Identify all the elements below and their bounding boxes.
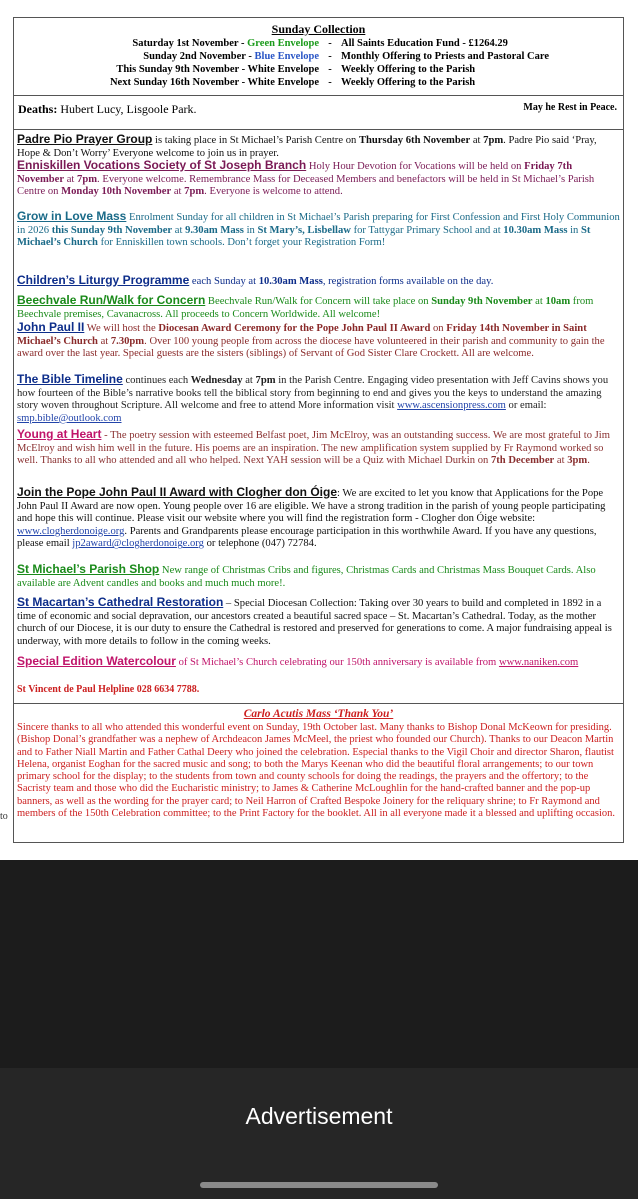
award-email-link[interactable]: jp2award@clogherdonoige.org [72,538,204,550]
collection-row: Next Sunday 16th November - White Envelope - Weekly Offering to the Parish [109,77,476,88]
notice-childrens-liturgy: Children’s Liturgy Programme each Sunday at 10.30am Mass, registration forms available on the day. [17,273,494,287]
deaths-text: Hubert Lucy, Lisgoole Park. [60,102,197,116]
notice-beechvale: Beechvale Run/Walk for Concern Beechvale Run/Walk for Concern will take place on Sunday 9th November at 10am from Beechvale premises, Cavanacross. All proceeds to Concern Worldwide. All welcome! [17,293,594,320]
collection-row: Saturday 1st November - Green Envelope - All Saints Education Fund - £1264.29 [132,38,508,49]
notice-jp2-award: Join the Pope John Paul II Award with Clogher don Óige: We are excited to let you know that Applications for the Pope John Paul II Award are now open. Young people over 16 are eligible. We have a strong tradition in the parish of young people participating and hope this will continue. Please visit our website where you will find the registration form - Clogher don Óige website: www.clogherdonoige.org. Parents and Grandparents please encourage participation in this worthwhile Award. If you have any questions, please email jp2award@clogherdonoige.org or telephone (047) 72784. [17,485,606,550]
thank-you-body: Sincere thanks to all who attended this wonderful event on Sunday, 19th October last. Many thanks to Bishop Donal McKeown for presiding. (Bishop Donal’s grandfather was a nephew of Archdeacon James McMeel, the priest who founded our Church). Thanks to our Deacon Martin and to Father Niall Martin and Father Cathal Deery who joined the celebration. Especial thanks to the Vigil Choir and director Sharon, flautist Helena, organist Eoghan for the sacred music and song; to both the Marys Keenan who did the beautiful floral arrangements; to our town primary school for the display; to the students from town and county schools for doing the readings, the prayers and the offertory; to the Sacristy team and those who did the Eucharistic ministry; to James & Catherine McLoughlin for the hand-crafted banner and the pop-up banners, as well as the wording for the prayer card; to Neil Harron of Crafted Bespoke Joinery for the reliquary shrine; to Fr Raymond and members of the 150th Celebration committee; to the Print Factory for the booklet. All in all everyone made it a blessed and uplifting occasion. [17,722,616,820]
home-indicator-bar[interactable] [200,1182,438,1188]
notice-svdp: St Vincent de Paul Helpline 028 6634 7788. [17,684,200,695]
notice-young-at-heart: Young at Heart - The poetry session with esteemed Belfast poet, Jim McElroy, was an outstanding success. We are most grateful to Jim McElroy and wish him well in the future. His poems are an inspiration. The new amplification system supplied by Fr Raymond worked so well. Thanks to all who attended and all who helped. Next YAH session will be a Quiz with Michael Durkin on 7th December at 3pm. [17,427,610,467]
thank-you-section [14,704,623,844]
notice-grow-in-love: Grow in Love Mass Enrolment Sunday for all children in St Michael’s Parish preparing for First Confession and First Holy Communion in 2026 this Sunday 9th November at 9.30am Mass in St Mary’s, Lisbellaw for Tattygar Primary School and at 10.30am Mass in St Michael’s Church for Enniskillen town schools. Don’t forget your Registration Form! [17,209,620,249]
sunday-collection-section [14,18,623,96]
notice-vocations: Enniskillen Vocations Society of St Joseph Branch Holy Hour Devotion for Vocations will be held on Friday 7th November at 7pm. Everyone welcome. Remembrance Mass for Deceased Members and benefactors will be held in St Michael’s Parish Centre on Monday 10th November at 7pm. Everyone is welcome to attend. [17,158,595,198]
margin-mark: to [0,811,8,822]
naniken-link[interactable]: www.naniken.com [498,657,579,668]
blue-envelope: Blue Envelope [254,51,319,62]
notice-john-paul-ii: John Paul II We will host the Diocesan Award Ceremony for the Pope John Paul II Award on Friday 14th November in Saint Michael’s Church at 7.30pm. Over 100 young people from across the diocese have volunteered in their parish and community to gain the award over the last year. Special guests are the sisters (siblings) of Servant of God Sister Clare Crockett. All are welcome. [17,320,605,360]
notice-parish-shop: St Michael’s Parish Shop New range of Christmas Cribs and figures, Christmas Cards and Christmas Mass Bouquet Cards. Also available are Advent candles and books and much much more!. [17,562,596,589]
deaths-label: Deaths: [18,102,58,116]
notice-watercolour: Special Edition Watercolour of St Michael’s Church celebrating our 150th anniversary is available from www.naniken.com [17,654,579,668]
thank-you-title: Carlo Acutis Mass ‘Thank You’ [243,708,394,720]
bulletin-frame [13,17,624,843]
clogherdonoige-link[interactable]: www.clogherdonoige.org [17,525,125,537]
notices-section [14,130,623,704]
notice-padre-pio: Padre Pio Prayer Group is taking place in St Michael’s Parish Centre on Thursday 6th November at 7pm. Padre Pio said ‘Pray, Hope & Don’t Worry’ Everyone welcome to join us in prayer. [17,132,597,159]
collection-row: This Sunday 9th November - White Envelope - Weekly Offering to the Parish [116,64,476,75]
collection-row: Sunday 2nd November - Blue Envelope - Monthly Offering to Priests and Pastoral Care [143,51,550,62]
bible-email-link[interactable]: smp.bible@outlook.com [17,412,122,424]
notice-bible-timeline: The Bible Timeline continues each Wednesday at 7pm in the Parish Centre. Engaging video presentation with Jeff Cavins shows you how fourteen of the Bible’s narrative books tell the biblical story from beginning to end and gives you the keys to understand the amazing story woven throughout Scripture. All welcome and free to attend More information visit www.ascensionpress.com or email: smp.bible@outlook.com [17,372,609,424]
ascensionpress-link[interactable]: www.ascensionpress.com [397,400,506,412]
notice-cathedral: St Macartan’s Cathedral Restoration – Special Diocesan Collection: Taking over 30 years to build and completed in 1892 in a time of economic and social depravation, our ancestors created a beautiful sacred space – St. Macartan’s Cathedral. Today, as the mother church of our Diocese, it is our duty to ensure the Cathedral is restored and preserved for generations to come. A major fundraising appeal is underway, with more details to follow in the coming weeks. [17,595,612,647]
rip-text: May he Rest in Peace. [523,102,617,113]
advertisement-banner[interactable] [0,1068,638,1199]
green-envelope: Green Envelope [247,38,319,49]
deaths-section [14,96,623,130]
collection-title: Sunday Collection [271,22,366,36]
advertisement-label: Advertisement [245,1103,393,1129]
